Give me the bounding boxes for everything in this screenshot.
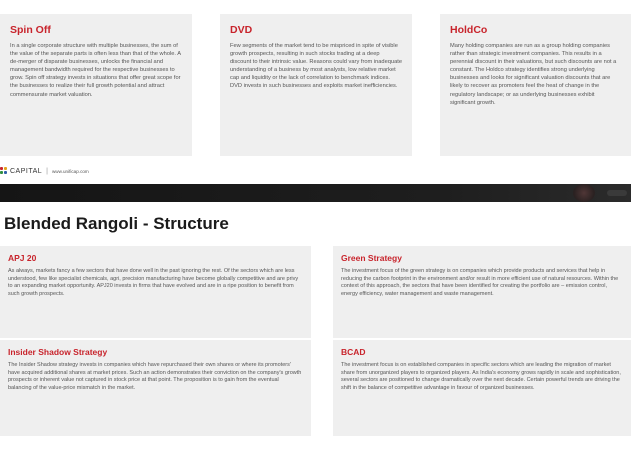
card-title: APJ 20 bbox=[8, 253, 37, 263]
footer-separator: | bbox=[46, 168, 48, 175]
bottom-slide bbox=[0, 202, 631, 454]
logo-icon bbox=[0, 167, 8, 176]
logo-text: CAPITAL bbox=[10, 168, 43, 175]
slide-title: Blended Rangoli - Structure bbox=[4, 214, 229, 233]
card-spin-off bbox=[0, 14, 192, 156]
card-bcad bbox=[333, 340, 631, 436]
card-body: Many holding companies are run as a group holding companies rather than strategic investment companies. This results in a perennial discount in their valuations, but such discounts are not a constant. The Holdco strategy identifies strong underlying businesses and looks for significant valuation discounts that are likely to recover as promoters feel the heat of change in the regulatory landscape; or as underlying businesses exhibit significant growth. bbox=[450, 43, 617, 106]
card-body: In a single corporate structure with multiple businesses, the sum of the value of the separate parts is often less than that of the whole. A de-merger of disparate businesses, unlocks the financial and management bandwidth required for the respective businesses to grow. Spin off strategy invests in situations that offer great scope for the businesses to realize their full growth potential and attract commensurate market valuation. bbox=[10, 43, 181, 98]
card-insider-shadow bbox=[0, 340, 311, 436]
blurred-tag bbox=[607, 190, 627, 196]
card-body: The investment focus of the green strategy is on companies which provide products and services that help in reducing the carbon footprint in the environment and/or result in more efficient use of natural resources. Within the context of this approach, the sectors that have been identified for creating the portfolio are – emission control, energy efficiency, water management and waste management. bbox=[341, 268, 619, 297]
card-body: The Insider Shadow strategy invests in companies which have repurchased their own shares or where its promoters' have acquired additional shares at market prices. Such an action demonstrates their conviction on the company's growth prospects or inherent value not captured in stock price at that point. The proposition is to gain from the eventual balancing of the value-price mismatch in the market. bbox=[8, 362, 302, 391]
card-body: Few segments of the market tend to be mispriced in spite of visible growth prospects, resulting in such stocks trading at a deep discount to their intrinsic value. Reasons could vary from inadequate understanding of a business by most analysts, low relative market cap and liquidity or the lack of correlation to benchmark indices. DVD invests in such businesses and exploits market inefficiencies. bbox=[230, 43, 402, 90]
card-title: Insider Shadow Strategy bbox=[8, 347, 108, 357]
card-body: The investment focus is on established companies in specific sectors which are leading the migration of market share from unorganized players to organized players. As India's economy grows rapidly in scale and sophistication, several sectors are positioned to change dramatically over the next decade. Certain powerful trends are driving the shift in the balance of competitive advantage in favour of organized businesses. bbox=[341, 362, 621, 391]
top-slide bbox=[0, 0, 631, 178]
card-title: Spin Off bbox=[10, 24, 51, 36]
avatar-icon bbox=[573, 184, 595, 202]
card-green-strategy bbox=[333, 246, 631, 338]
slide-footer bbox=[0, 166, 89, 177]
card-title: HoldCo bbox=[450, 24, 488, 36]
card-body: As always, markets fancy a few sectors that have done well in the past ignoring the rest. Of the sectors which are less understood, few like specialist chemicals, agri, precision manufacturing have become globally competitive and are privy to an expanding market opportunity. APJ20 invests in firms that have evolved and are in a ripe position to benefit from such growth prospects. bbox=[8, 268, 299, 297]
card-dvd bbox=[220, 14, 412, 156]
card-title: DVD bbox=[230, 24, 253, 36]
card-holdco bbox=[440, 14, 631, 156]
slide-divider bbox=[0, 184, 631, 202]
card-title: Green Strategy bbox=[341, 253, 402, 263]
card-title: BCAD bbox=[341, 347, 366, 357]
card-apj20 bbox=[0, 246, 311, 338]
website-link[interactable]: www.unificap.com bbox=[51, 169, 89, 174]
